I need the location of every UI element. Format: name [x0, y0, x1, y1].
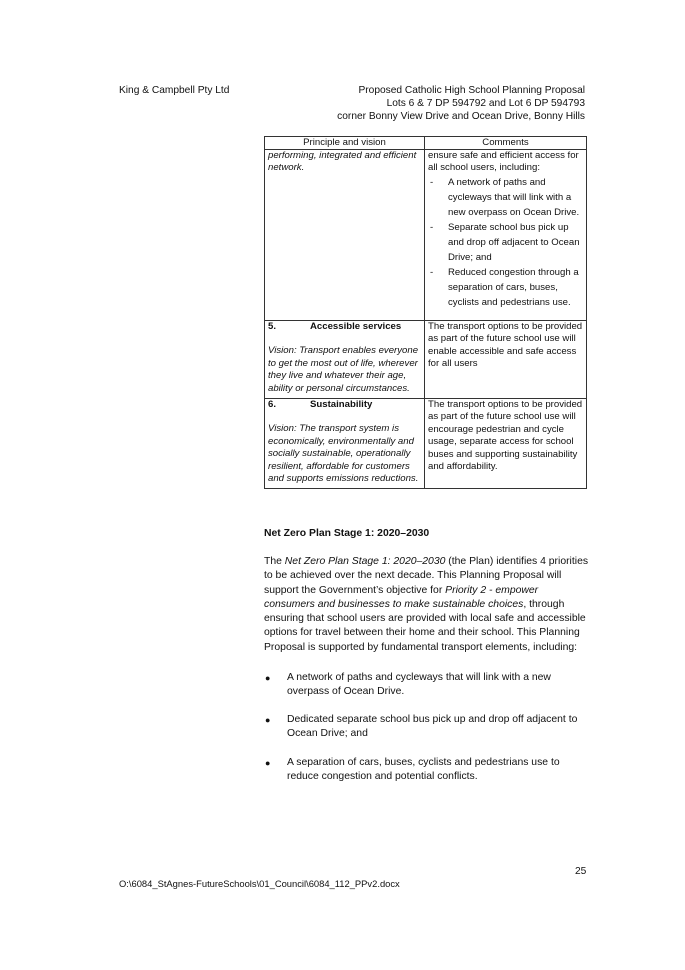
header-line-2: Lots 6 & 7 DP 594792 and Lot 6 DP 594793 [386, 98, 585, 109]
principle-title: Sustainability [310, 399, 373, 410]
principles-table [264, 136, 587, 489]
principle-cell [265, 150, 425, 321]
paragraph-priority: Priority 2 - empower consumers and businesses to make sustainable choices [264, 584, 539, 610]
principle-vision: Vision: Transport enables everyone to get the most out of life, wherever they live and whatever their age, ability or personal circumstances. [268, 345, 419, 394]
list-item: - A network of paths and cycleways that will link with a new overpass on Ocean Drive. [428, 175, 583, 220]
table-header-row [265, 137, 587, 150]
header-line-1: Proposed Catholic High School Planning Proposal [358, 85, 585, 96]
paragraph-text: (the Plan) identifies 4 priorities to be achieved over the next decade. This Planning Proposal will support the Government’s objective for [264, 556, 589, 596]
file-path: O:\6084_StAgnes-FutureSchools\01_Council\6084_112_PPv2.docx [119, 878, 400, 889]
comment-text: The transport options to be provided as part of the future school use will enable accessible and safe access for all users [428, 321, 583, 370]
list-item: - Reduced congestion through a separation of cars, buses, cyclists and pedestrians use. [428, 265, 583, 310]
table-row [265, 321, 587, 399]
table-row [265, 150, 587, 321]
table-row [265, 399, 587, 489]
bullet-text: A network of paths and cycleways that will link with a new overpass of Ocean Drive. [287, 672, 551, 698]
bullet-icon: ● [265, 673, 271, 683]
col-header-principle: Principle and vision [265, 137, 425, 150]
document-header [337, 84, 585, 123]
paragraph-plan-title: Net Zero Plan Stage 1: 2020–2030 [284, 556, 446, 567]
principle-title: Accessible services [310, 321, 402, 332]
page-number: 25 [575, 866, 587, 877]
principle-number: 5. [268, 321, 277, 332]
section-heading: Net Zero Plan Stage 1: 2020–2030 [264, 528, 430, 539]
bullet-icon: ● [265, 758, 271, 768]
principle-vision: Vision: The transport system is economically, environmentally and socially sustainable, operationally resilient, affordable for customers and supports emissions reductions. [268, 423, 419, 485]
comment-cell [425, 321, 587, 399]
bullet-text: Dedicated separate school bus pick up and drop off adjacent to Ocean Drive; and [287, 714, 578, 740]
principle-cell [265, 399, 425, 489]
comment-list [428, 175, 583, 310]
comment-text: The transport options to be provided as part of the future school use will encourage pedestrian and cycle usage, separate access for school buses and supporting sustainability and affordability. [428, 399, 583, 473]
section-paragraph [264, 555, 590, 655]
principle-text: performing, integrated and efficient network. [268, 150, 417, 174]
list-item: - Separate school bus pick up and drop off adjacent to Ocean Drive; and [428, 220, 583, 265]
principle-cell [265, 321, 425, 399]
principle-heading [268, 399, 421, 411]
principle-number: 6. [268, 399, 277, 410]
company-name: King & Campbell Pty Ltd [119, 85, 230, 96]
bullet-text: A separation of cars, buses, cyclists and pedestrians use to reduce congestion and potential conflicts. [287, 757, 560, 783]
col-header-comments: Comments [425, 137, 587, 150]
bullet-icon: ● [265, 715, 271, 725]
comment-cell [425, 399, 587, 489]
paragraph-text: , through ensuring that school users are provided with local safe and accessible options for travel between their home and their school. This Planning Proposal is supported by fundamental transport elements, including: [264, 598, 586, 653]
comment-intro: ensure safe and efficient access for all school users, including: [428, 150, 579, 174]
comment-cell [425, 150, 587, 321]
header-line-3: corner Bonny View Drive and Ocean Drive, Bonny Hills [337, 111, 585, 122]
paragraph-text: The [264, 556, 285, 567]
principle-heading [268, 321, 421, 333]
